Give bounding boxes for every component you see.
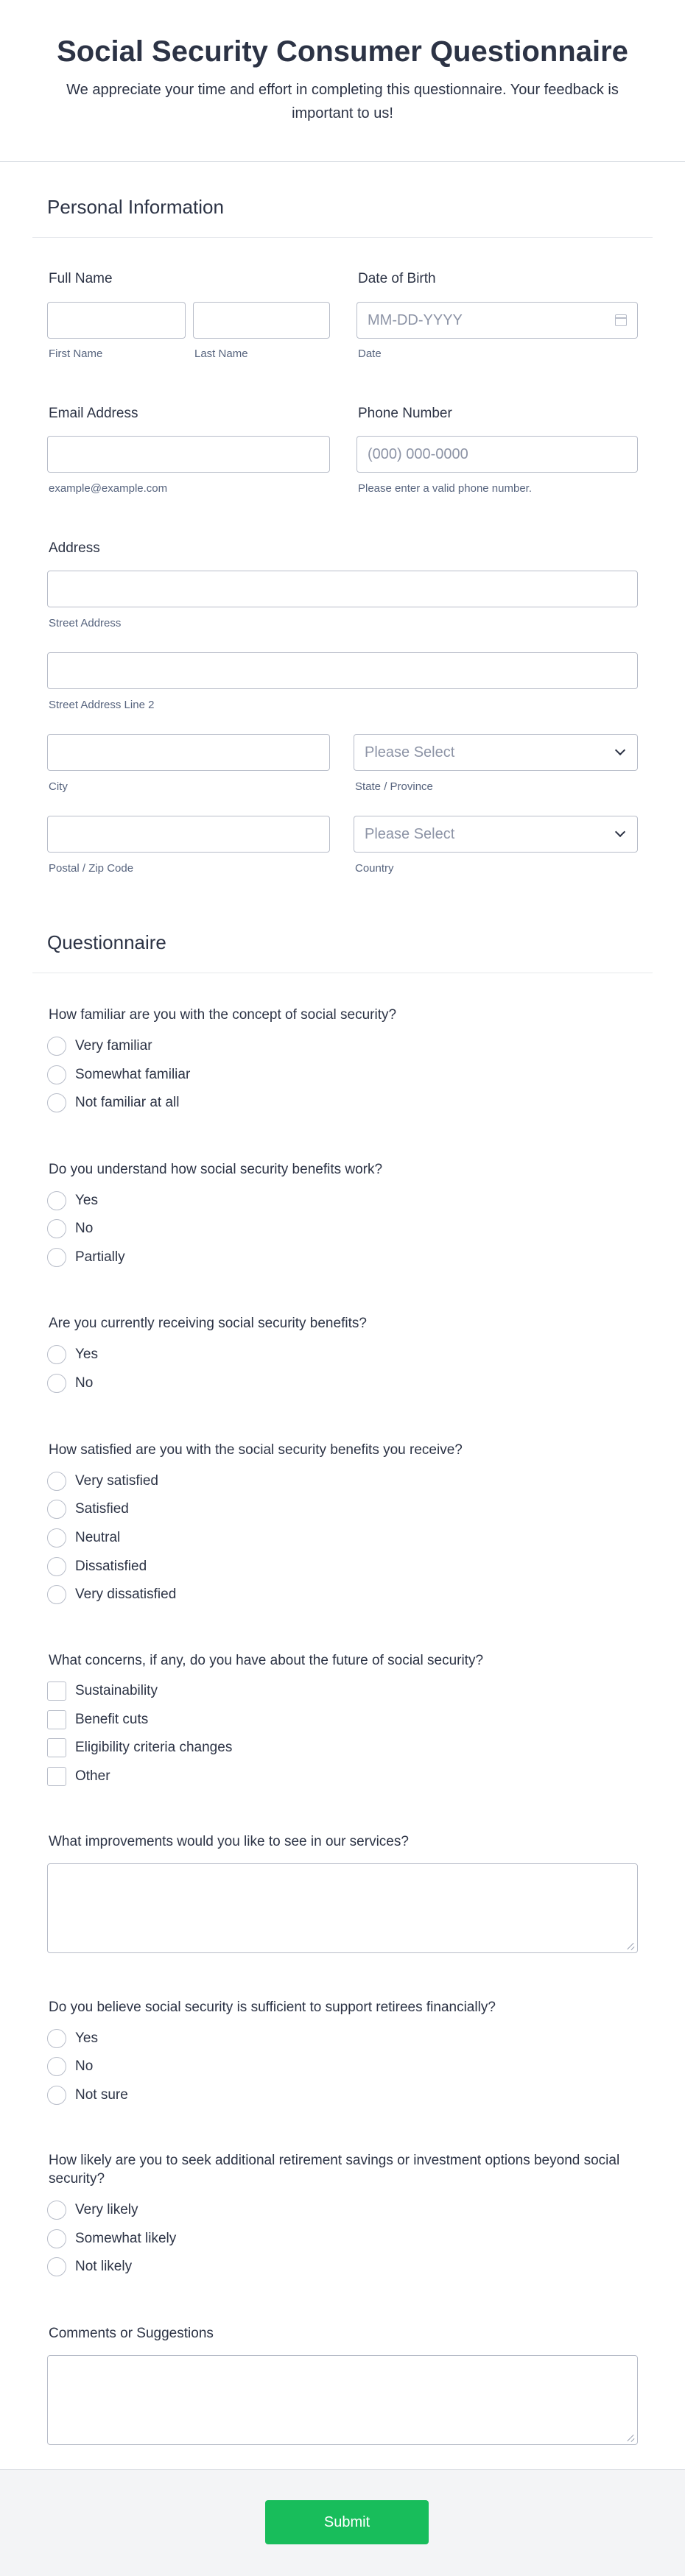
address-label: Address	[49, 540, 100, 556]
first-name-input[interactable]	[47, 302, 186, 339]
radio-button[interactable]	[47, 1191, 66, 1210]
section-title-personal: Personal Information	[47, 196, 224, 218]
checkbox[interactable]	[47, 1767, 66, 1786]
last-name-input[interactable]	[193, 302, 330, 339]
email-input[interactable]	[47, 436, 330, 473]
checkbox[interactable]	[47, 1710, 66, 1729]
chevron-down-icon	[615, 827, 625, 837]
q8-option[interactable]: Somewhat likely	[47, 2228, 176, 2250]
state-select[interactable]	[354, 734, 638, 771]
radio-button[interactable]	[47, 1500, 66, 1519]
q5-option[interactable]: Eligibility criteria changes	[47, 1737, 232, 1759]
q8-option[interactable]: Not likely	[47, 2256, 132, 2278]
radio-button[interactable]	[47, 2029, 66, 2048]
q4-option[interactable]: Satisfied	[47, 1498, 129, 1520]
q8-option[interactable]: Very likely	[47, 2199, 138, 2221]
country-sublabel: Country	[355, 862, 394, 875]
state-sublabel: State / Province	[355, 780, 433, 793]
zip-sublabel: Postal / Zip Code	[49, 862, 134, 875]
email-label: Email Address	[49, 406, 138, 421]
phone-label: Phone Number	[358, 406, 452, 421]
radio-button[interactable]	[47, 2257, 66, 2276]
city-sublabel: City	[49, 780, 68, 793]
radio-button[interactable]	[47, 2201, 66, 2220]
street-address-sublabel: Street Address	[49, 617, 122, 629]
q1-option[interactable]: Somewhat familiar	[47, 1064, 190, 1086]
q1-option[interactable]: Not familiar at all	[47, 1092, 180, 1114]
dob-sublabel: Date	[358, 347, 382, 360]
dob-placeholder: MM-DD-YYYY	[368, 311, 463, 328]
q5-label: What concerns, if any, do you have about the future of social security?	[49, 1653, 484, 1668]
q3-option[interactable]: No	[47, 1372, 93, 1394]
q3-label: Are you currently receiving social security benefits?	[49, 1316, 367, 1331]
radio-button[interactable]	[47, 1065, 66, 1084]
zip-input[interactable]	[47, 816, 330, 853]
q7-option[interactable]: No	[47, 2055, 93, 2078]
q6-label: What improvements would you like to see in our services?	[49, 1834, 409, 1849]
form-subtitle: We appreciate your time and effort in completing this questionnaire. Your feedback is important to us!	[66, 82, 619, 121]
q5-option[interactable]: Benefit cuts	[47, 1709, 148, 1731]
radio-button[interactable]	[47, 1374, 66, 1393]
country-select[interactable]	[354, 816, 638, 853]
phone-input[interactable]	[356, 436, 638, 473]
q9-label: Comments or Suggestions	[49, 2326, 214, 2341]
radio-button[interactable]	[47, 1248, 66, 1267]
radio-button[interactable]	[47, 1557, 66, 1576]
q2-option[interactable]: No	[47, 1218, 93, 1240]
radio-button[interactable]	[47, 1472, 66, 1491]
q5-option[interactable]: Other	[47, 1765, 110, 1788]
q4-option[interactable]: Very satisfied	[47, 1470, 158, 1492]
checkbox[interactable]	[47, 1682, 66, 1701]
improvements-textarea[interactable]	[47, 1863, 638, 1953]
q7-label: Do you believe social security is sufficient to support retirees financially?	[49, 2000, 496, 2015]
dob-label: Date of Birth	[358, 271, 436, 286]
radio-button[interactable]	[47, 2086, 66, 2105]
chevron-down-icon	[615, 745, 625, 755]
first-name-sublabel: First Name	[49, 347, 103, 360]
radio-button[interactable]	[47, 2057, 66, 2076]
section-divider	[32, 237, 653, 238]
radio-button[interactable]	[47, 1585, 66, 1604]
full-name-label: Full Name	[49, 271, 113, 286]
phone-sublabel: Please enter a valid phone number.	[358, 482, 532, 495]
q4-option[interactable]: Dissatisfied	[47, 1556, 147, 1578]
q8-label: How likely are you to seek additional retirement savings or investment options beyond social security?	[49, 2153, 620, 2187]
radio-button[interactable]	[47, 1037, 66, 1056]
q1-label: How familiar are you with the concept of social security?	[49, 1007, 397, 1023]
dob-input[interactable]	[356, 302, 638, 339]
radio-button[interactable]	[47, 2229, 66, 2248]
form-header	[0, 0, 685, 162]
q1-option[interactable]: Very familiar	[47, 1035, 152, 1057]
comments-textarea[interactable]	[47, 2355, 638, 2445]
resize-handle-icon[interactable]	[627, 1942, 634, 1949]
country-select-value: Please Select	[365, 825, 455, 842]
q3-option[interactable]: Yes	[47, 1344, 98, 1366]
radio-button[interactable]	[47, 1219, 66, 1238]
q2-label: Do you understand how social security benefits work?	[49, 1162, 383, 1177]
q2-option[interactable]: Partially	[47, 1246, 125, 1268]
resize-handle-icon[interactable]	[627, 2434, 634, 2441]
q2-option[interactable]: Yes	[47, 1190, 98, 1212]
email-sublabel: example@example.com	[49, 482, 168, 495]
calendar-icon[interactable]	[615, 314, 627, 326]
q7-option[interactable]: Not sure	[47, 2084, 128, 2106]
radio-button[interactable]	[47, 1345, 66, 1364]
radio-button[interactable]	[47, 1093, 66, 1112]
submit-button[interactable]: Submit	[265, 2500, 429, 2544]
state-select-value: Please Select	[365, 744, 455, 761]
q4-option[interactable]: Neutral	[47, 1527, 120, 1549]
q5-option[interactable]: Sustainability	[47, 1680, 158, 1702]
section-title-questionnaire: Questionnaire	[47, 931, 166, 953]
street-address-2-sublabel: Street Address Line 2	[49, 699, 155, 711]
q4-option[interactable]: Very dissatisfied	[47, 1584, 176, 1606]
form-title: Social Security Consumer Questionnaire	[57, 35, 628, 68]
street-address-input[interactable]	[47, 571, 638, 607]
street-address-2-input[interactable]	[47, 652, 638, 689]
last-name-sublabel: Last Name	[194, 347, 248, 360]
city-input[interactable]	[47, 734, 330, 771]
checkbox[interactable]	[47, 1738, 66, 1757]
radio-button[interactable]	[47, 1528, 66, 1548]
q4-label: How satisfied are you with the social security benefits you receive?	[49, 1442, 463, 1458]
q7-option[interactable]: Yes	[47, 2028, 98, 2050]
